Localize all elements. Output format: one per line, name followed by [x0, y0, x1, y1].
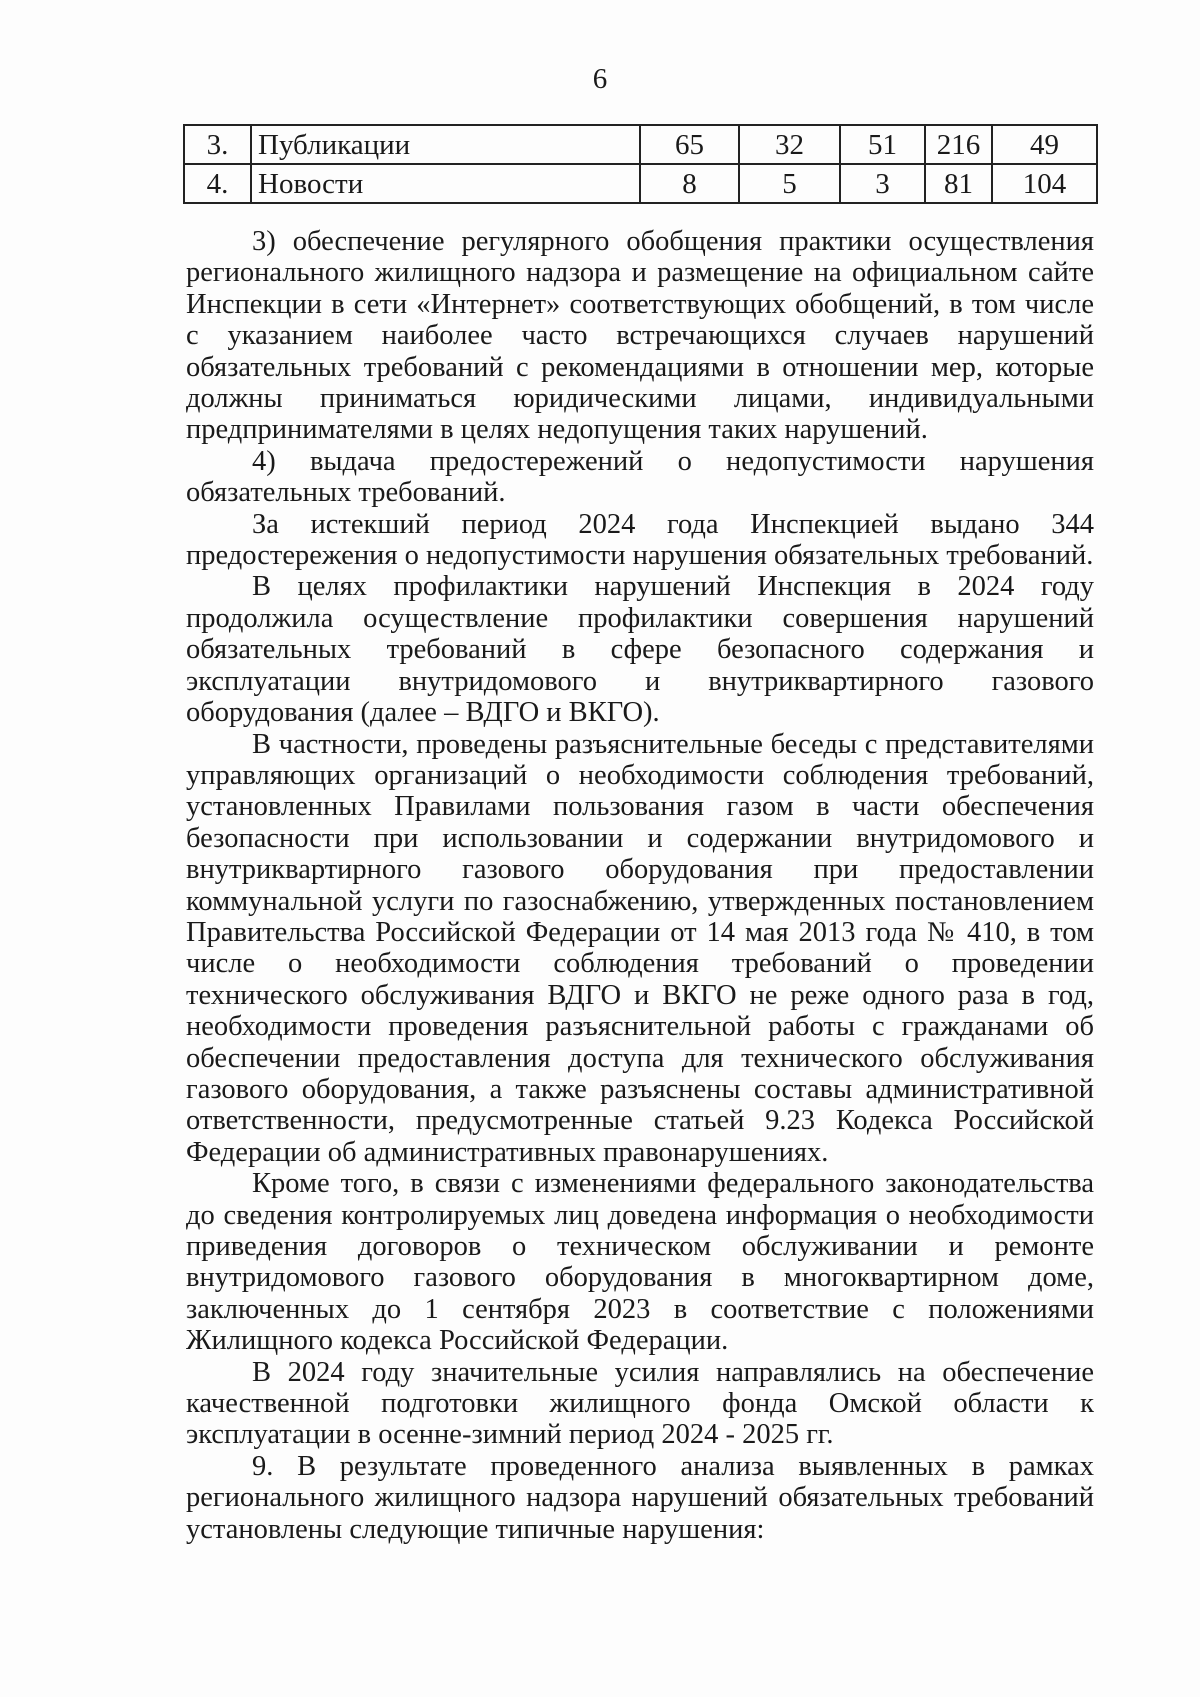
table-cell: 49 — [992, 125, 1097, 164]
table-cell: 81 — [925, 164, 992, 203]
paragraph: 9. В результате проведенного анализа выявленных в рамках регионального жилищного надзора нарушений обязательных требований установлены следующие типичные нарушения: — [186, 1450, 1094, 1545]
table-row — [184, 164, 1097, 203]
table-cell: 8 — [640, 164, 739, 203]
document-body — [186, 226, 1094, 1545]
paragraph: За истекший период 2024 года Инспекцией выдано 344 предостережения о недопустимости нарушения обязательных требований. — [186, 508, 1094, 572]
paragraph: 4) выдача предостережений о недопустимости нарушения обязательных требований. — [186, 445, 1094, 509]
paragraph: 3) обеспечение регулярного обобщения практики осуществления регионального жилищного надзора и размещение на официальном сайте Инспекции в сети «Интернет» соответствующих обобщений, в том числе с указанием наиболее часто встречающихся случаев нарушений обязательных требований с рекомендациями в отношении мер, которые должны приниматься юридическими лицами, индивидуальными предпринимателями в целях недопущения таких нарушений. — [186, 226, 1094, 446]
table-cell: 216 — [925, 125, 992, 164]
page-number: 6 — [592, 63, 608, 95]
table-cell: 65 — [640, 125, 739, 164]
paragraph: В целях профилактики нарушений Инспекция в 2024 году продолжила осуществление профилактики совершения нарушений обязательных требований в сфере безопасного содержания и эксплуатации внутридомового и внутриквартирного газового оборудования (далее – ВДГО и ВКГО). — [186, 571, 1094, 729]
table-cell: 104 — [992, 164, 1097, 203]
paragraph: В частности, проведены разъяснительные беседы с представителями управляющих организаций о необходимости соблюдения требований, установленных Правилами пользования газом в части обеспечения безопасности при использовании и содержании внутридомового и внутриквартирного газового оборудования при предоставлении коммунальной услуги по газоснабжению, утвержденных постановлением Правительства Российской Федерации от 14 мая 2013 года № 410, в том числе о необходимости соблюдения требований о проведении технического обслуживания ВДГО и ВКГО не реже одного раза в год, необходимости проведения разъяснительной работы с гражданами об обеспечении предоставления доступа для технического обслуживания газового оборудования, а также разъяснены составы административной ответственности, предусмотренные статьей 9.23 Кодекса Российской Федерации об административных правонарушениях. — [186, 728, 1094, 1168]
table-row — [184, 125, 1097, 164]
row-name: Публикации — [251, 125, 640, 164]
statistics-table — [183, 124, 1098, 204]
table-cell: 3 — [840, 164, 925, 203]
row-name: Новости — [251, 164, 640, 203]
table-cell: 32 — [739, 125, 840, 164]
paragraph: Кроме того, в связи с изменениями федерального законодательства до сведения контролируемых лиц доведена информация о необходимости приведения договоров о техническом обслуживании и ремонте внутридомового газового оборудования в многоквартирном доме, заключенных до 1 сентября 2023 в соответствие с положениями Жилищного кодекса Российской Федерации. — [186, 1168, 1094, 1357]
table-cell: 51 — [840, 125, 925, 164]
row-index: 4. — [184, 164, 251, 203]
row-index: 3. — [184, 125, 251, 164]
paragraph: В 2024 году значительные усилия направлялись на обеспечение качественной подготовки жилищного фонда Омской области к эксплуатации в осенне-зимний период 2024 - 2025 гг. — [186, 1356, 1094, 1451]
table-cell: 5 — [739, 164, 840, 203]
